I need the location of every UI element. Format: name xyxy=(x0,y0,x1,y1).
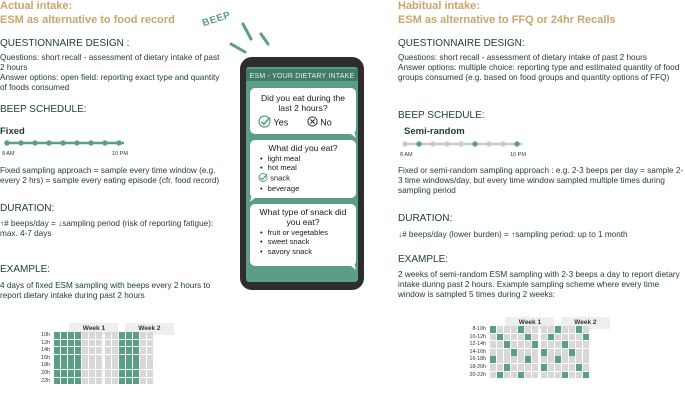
left-heading-2: ESM as alternative to food record xyxy=(0,14,175,26)
table-cell xyxy=(140,355,146,362)
row-label: 20-22h xyxy=(469,371,486,378)
table-cell xyxy=(562,372,568,379)
table-cell xyxy=(532,334,538,341)
option-fruit-vegetables[interactable]: • fruit or vegetables xyxy=(260,228,356,237)
table-cell xyxy=(126,347,132,354)
table-cell xyxy=(147,340,153,347)
option-beverage[interactable]: • beverage xyxy=(260,184,356,193)
right-heading-2: ESM as alternative to FFQ or 24hr Recalls xyxy=(398,14,616,26)
table-cell xyxy=(105,340,111,347)
table-cell xyxy=(61,362,67,369)
table-cell xyxy=(532,364,538,371)
table-cell xyxy=(490,349,496,356)
option-sweet-snack[interactable]: • sweet snack xyxy=(260,237,356,246)
table-cell xyxy=(61,378,67,385)
right-design-title: QUESTIONNAIRE DESIGN: xyxy=(398,38,525,49)
table-cell xyxy=(89,340,95,347)
table-cell xyxy=(89,355,95,362)
table-cell xyxy=(112,340,118,347)
table-cell xyxy=(525,372,531,379)
row-label: 12h xyxy=(41,339,50,346)
table-row xyxy=(32,347,175,355)
table-cell xyxy=(576,349,582,356)
table-cell xyxy=(569,356,575,363)
right-heading-1: Habitual intake: xyxy=(398,0,480,12)
table-cell xyxy=(82,347,88,354)
table-cell xyxy=(147,332,153,339)
left-week-1-header: Week 1 xyxy=(69,323,118,335)
table-cell xyxy=(497,326,503,333)
table-cell xyxy=(555,364,561,371)
table-cell xyxy=(133,362,139,369)
table-cell xyxy=(82,378,88,385)
table-cell xyxy=(548,341,554,348)
table-cell xyxy=(532,372,538,379)
table-row xyxy=(468,334,618,342)
table-cell xyxy=(112,378,118,385)
table-cell xyxy=(140,340,146,347)
table-cell xyxy=(541,326,547,333)
table-cell xyxy=(119,355,125,362)
row-label: 18h xyxy=(41,362,50,369)
table-cell xyxy=(119,340,125,347)
table-row xyxy=(32,370,175,378)
table-cell xyxy=(525,341,531,348)
table-cell xyxy=(555,341,561,348)
table-cell xyxy=(89,332,95,339)
row-label: 22h xyxy=(41,377,50,384)
table-cell xyxy=(569,372,575,379)
right-scale-start: 8 AM xyxy=(400,152,413,158)
table-cell xyxy=(518,334,524,341)
row-label: 14-16h xyxy=(469,348,486,355)
table-cell xyxy=(555,334,561,341)
table-row xyxy=(32,332,175,340)
table-cell xyxy=(541,349,547,356)
table-cell xyxy=(140,347,146,354)
table-cell xyxy=(562,349,568,356)
left-beep-text: Fixed sampling approach = sample every time window (e.g. every 2 hrs) = sample every eating episode (cfr. food record) xyxy=(0,166,220,186)
table-cell xyxy=(583,356,589,363)
table-cell xyxy=(96,347,102,354)
right-beep-text: Fixed or semi-random sampling approach : e.g. 2-3 beeps per day = sample 2-3 time windows/day, but every time window sampled multiple times during sampling period xyxy=(398,166,684,196)
right-design-answers: Answer options: multiple choice: reporting type and estimated quantity of food groups consumed (e.g. based on food groups and quantity options of FFQ) xyxy=(398,63,680,83)
table-cell xyxy=(562,364,568,371)
table-cell xyxy=(147,370,153,377)
table-cell xyxy=(504,356,510,363)
table-cell xyxy=(119,347,125,354)
table-cell xyxy=(54,355,60,362)
table-cell xyxy=(504,341,510,348)
table-cell xyxy=(133,378,139,385)
table-cell xyxy=(126,332,132,339)
row-label: 16-18h xyxy=(469,356,486,363)
table-cell xyxy=(583,334,589,341)
table-cell xyxy=(511,326,517,333)
table-cell xyxy=(105,362,111,369)
answer-yes[interactable]: Yes xyxy=(273,117,289,128)
right-beep-type: Semi-random xyxy=(404,126,465,137)
table-cell xyxy=(548,334,554,341)
table-cell xyxy=(548,349,554,356)
table-cell xyxy=(126,355,132,362)
question-1-text: Did you eat during the last 2 hours? xyxy=(260,93,346,113)
right-scale-end: 10 PM xyxy=(510,152,526,158)
table-cell xyxy=(75,355,81,362)
table-cell xyxy=(147,362,153,369)
checkmark-icon xyxy=(258,173,268,184)
right-duration-title: DURATION: xyxy=(398,213,453,224)
table-cell xyxy=(511,341,517,348)
table-row xyxy=(468,356,618,364)
table-cell xyxy=(576,334,582,341)
table-cell xyxy=(89,378,95,385)
question-3-bubble xyxy=(250,204,356,266)
table-cell xyxy=(497,334,503,341)
table-row xyxy=(468,349,618,357)
table-cell xyxy=(112,347,118,354)
table-cell xyxy=(112,332,118,339)
table-row xyxy=(32,355,175,363)
table-cell xyxy=(576,372,582,379)
left-design-questions: Questions: short recall - assessment of dietary intake of past 2 hours xyxy=(0,53,220,73)
right-week-2-header: Week 2 xyxy=(561,317,610,329)
table-cell xyxy=(497,372,503,379)
bubble-1-tail xyxy=(346,130,356,139)
row-label: 18-20h xyxy=(469,363,486,370)
table-cell xyxy=(133,332,139,339)
table-cell xyxy=(105,332,111,339)
table-cell xyxy=(75,347,81,354)
table-cell xyxy=(75,340,81,347)
table-cell xyxy=(133,340,139,347)
table-cell xyxy=(54,347,60,354)
right-sampling-table xyxy=(468,311,618,411)
bubble-3-tail xyxy=(346,262,356,271)
table-cell xyxy=(82,362,88,369)
table-cell xyxy=(96,355,102,362)
option-snack-row[interactable] xyxy=(258,173,356,184)
option-snack: snack xyxy=(270,173,290,183)
table-cell xyxy=(126,370,132,377)
table-cell xyxy=(490,364,496,371)
table-cell xyxy=(140,370,146,377)
table-cell xyxy=(562,334,568,341)
phone-title: ESM - YOUR DIETARY INTAKE xyxy=(249,73,355,80)
table-row xyxy=(32,340,175,348)
table-cell xyxy=(140,378,146,385)
table-cell xyxy=(105,355,111,362)
left-beep-scale xyxy=(0,137,130,151)
answer-no[interactable]: No xyxy=(320,117,332,128)
row-label: 10-12h xyxy=(469,333,486,340)
table-cell xyxy=(96,340,102,347)
table-cell xyxy=(82,355,88,362)
table-cell xyxy=(555,326,561,333)
table-cell xyxy=(555,349,561,356)
table-cell xyxy=(555,356,561,363)
table-cell xyxy=(133,355,139,362)
table-cell xyxy=(511,334,517,341)
table-cell xyxy=(576,356,582,363)
table-cell xyxy=(96,378,102,385)
table-cell xyxy=(112,370,118,377)
table-cell xyxy=(518,349,524,356)
table-cell xyxy=(548,356,554,363)
right-beep-scale xyxy=(398,138,528,152)
table-cell xyxy=(96,332,102,339)
left-duration-title: DURATION: xyxy=(0,203,55,214)
table-cell xyxy=(583,341,589,348)
table-cell xyxy=(68,362,74,369)
table-cell xyxy=(140,362,146,369)
table-cell xyxy=(504,364,510,371)
right-example-title: EXAMPLE: xyxy=(398,254,449,265)
table-cell xyxy=(525,334,531,341)
table-cell xyxy=(54,370,60,377)
table-row xyxy=(32,362,175,370)
beep-label: BEEP xyxy=(201,9,233,30)
table-cell xyxy=(518,356,524,363)
table-cell xyxy=(532,356,538,363)
table-cell xyxy=(497,341,503,348)
table-cell xyxy=(68,340,74,347)
row-label: 16h xyxy=(41,354,50,361)
table-cell xyxy=(541,341,547,348)
table-cell xyxy=(583,364,589,371)
table-cell xyxy=(119,378,125,385)
table-cell xyxy=(532,341,538,348)
table-cell xyxy=(61,340,67,347)
table-cell xyxy=(541,334,547,341)
table-cell xyxy=(82,332,88,339)
table-cell xyxy=(68,355,74,362)
left-example-title: EXAMPLE: xyxy=(0,264,51,275)
question-2-text: What did you eat? xyxy=(268,143,338,153)
table-cell xyxy=(133,370,139,377)
table-cell xyxy=(569,349,575,356)
right-example-text: 2 weeks of semi-random ESM sampling with 2-3 beeps a day to report dietary intake during past 2 hours. Example sampling scheme where every time window is sampled 5 times during 2 weeks: xyxy=(398,270,680,300)
table-cell xyxy=(569,334,575,341)
option-savory-snack[interactable]: • savory snack xyxy=(260,247,356,256)
row-label: 12-14h xyxy=(469,341,486,348)
table-cell xyxy=(105,370,111,377)
table-cell xyxy=(569,341,575,348)
table-cell xyxy=(105,378,111,385)
left-scale-end: 10 PM xyxy=(112,151,128,157)
table-cell xyxy=(89,362,95,369)
table-cell xyxy=(490,326,496,333)
table-cell xyxy=(583,349,589,356)
table-cell xyxy=(541,356,547,363)
table-cell xyxy=(569,326,575,333)
table-row xyxy=(468,364,618,372)
table-cell xyxy=(126,378,132,385)
table-cell xyxy=(133,347,139,354)
question-3-text: What type of snack did you eat? xyxy=(259,207,347,227)
table-cell xyxy=(126,362,132,369)
table-cell xyxy=(61,332,67,339)
table-cell xyxy=(61,355,67,362)
right-week-1-header: Week 1 xyxy=(505,317,554,329)
table-cell xyxy=(147,347,153,354)
table-cell xyxy=(576,341,582,348)
table-cell xyxy=(497,364,503,371)
row-label: 10h xyxy=(41,332,50,338)
table-cell xyxy=(525,349,531,356)
table-row xyxy=(468,372,618,380)
right-design-questions: Questions: short recall - assessment of dietary intake of past 2 hours xyxy=(398,53,647,62)
table-cell xyxy=(126,340,132,347)
table-cell xyxy=(583,326,589,333)
table-cell xyxy=(68,378,74,385)
table-cell xyxy=(532,349,538,356)
table-cell xyxy=(54,332,60,339)
table-cell xyxy=(61,370,67,377)
table-cell xyxy=(61,347,67,354)
table-cell xyxy=(525,326,531,333)
table-cell xyxy=(147,378,153,385)
table-cell xyxy=(518,364,524,371)
table-cell xyxy=(140,332,146,339)
table-cell xyxy=(82,340,88,347)
table-cell xyxy=(82,370,88,377)
question-2-bubble xyxy=(250,140,356,198)
left-beep-type: Fixed xyxy=(0,126,25,137)
table-cell xyxy=(541,364,547,371)
table-cell xyxy=(119,332,125,339)
table-cell xyxy=(518,326,524,333)
table-cell xyxy=(112,362,118,369)
right-beep-title: BEEP SCHEDULE: xyxy=(398,110,485,121)
table-cell xyxy=(548,326,554,333)
left-week-2-header: Week 2 xyxy=(125,323,174,335)
table-cell xyxy=(54,378,60,385)
table-cell xyxy=(562,326,568,333)
table-cell xyxy=(583,372,589,379)
table-cell xyxy=(75,378,81,385)
table-cell xyxy=(75,332,81,339)
table-cell xyxy=(541,372,547,379)
bubble-2-tail xyxy=(250,194,260,203)
table-cell xyxy=(89,347,95,354)
checkmark-icon xyxy=(258,115,271,130)
table-cell xyxy=(68,332,74,339)
table-cell xyxy=(569,364,575,371)
table-cell xyxy=(518,341,524,348)
option-hot-meal[interactable]: • hot meal xyxy=(260,163,356,172)
left-scale-start: 8 AM xyxy=(2,151,15,157)
left-sampling-table xyxy=(32,317,175,413)
row-label: 14h xyxy=(41,347,50,354)
table-cell xyxy=(504,334,510,341)
table-cell xyxy=(497,349,503,356)
table-cell xyxy=(490,334,496,341)
table-cell xyxy=(119,370,125,377)
table-cell xyxy=(504,372,510,379)
table-cell xyxy=(112,355,118,362)
table-cell xyxy=(511,349,517,356)
table-cell xyxy=(525,364,531,371)
table-cell xyxy=(490,372,496,379)
row-label: 20h xyxy=(41,369,50,376)
beep-signal-icon xyxy=(223,22,273,58)
option-light-meal[interactable]: • light meal xyxy=(260,154,356,163)
table-cell xyxy=(518,372,524,379)
table-cell xyxy=(75,362,81,369)
table-cell xyxy=(68,370,74,377)
table-cell xyxy=(147,355,153,362)
table-cell xyxy=(119,362,125,369)
left-heading-1: Actual intake: xyxy=(0,0,73,12)
table-cell xyxy=(548,372,554,379)
table-cell xyxy=(490,341,496,348)
table-cell xyxy=(548,364,554,371)
table-row xyxy=(32,378,175,386)
table-cell xyxy=(532,326,538,333)
table-cell xyxy=(525,356,531,363)
table-cell xyxy=(54,362,60,369)
left-design-answers: Answer options: open field: reporting exact type and quantity of foods consumed xyxy=(0,73,220,93)
table-cell xyxy=(105,347,111,354)
left-duration-text: ↑# beeps/day = ↓sampling period (risk of reporting fatigue): max. 4-7 days xyxy=(0,219,214,239)
right-duration-text: ↓# beeps/day (lower burden) = ↑sampling period: up to 1 month xyxy=(398,230,628,239)
table-cell xyxy=(68,347,74,354)
row-label: 8-10h xyxy=(472,326,486,332)
left-example-text: 4 days of fixed ESM sampling with beeps every 2 hours to report dietary intake during past 2 hours xyxy=(0,281,211,301)
table-cell xyxy=(490,356,496,363)
table-row xyxy=(468,341,618,349)
close-circle-icon xyxy=(307,116,318,129)
table-cell xyxy=(89,370,95,377)
left-design-title: QUESTIONNAIRE DESIGN : xyxy=(0,38,130,49)
left-beep-title: BEEP SCHEDULE: xyxy=(0,104,87,115)
table-cell xyxy=(511,356,517,363)
question-1-bubble xyxy=(250,88,356,134)
table-cell xyxy=(511,372,517,379)
table-cell xyxy=(555,372,561,379)
table-cell xyxy=(576,326,582,333)
table-cell xyxy=(504,349,510,356)
table-cell xyxy=(54,340,60,347)
table-cell xyxy=(504,326,510,333)
table-cell xyxy=(96,362,102,369)
table-cell xyxy=(576,364,582,371)
table-cell xyxy=(75,370,81,377)
table-cell xyxy=(96,370,102,377)
table-cell xyxy=(511,364,517,371)
table-cell xyxy=(562,341,568,348)
table-cell xyxy=(497,356,503,363)
table-cell xyxy=(562,356,568,363)
